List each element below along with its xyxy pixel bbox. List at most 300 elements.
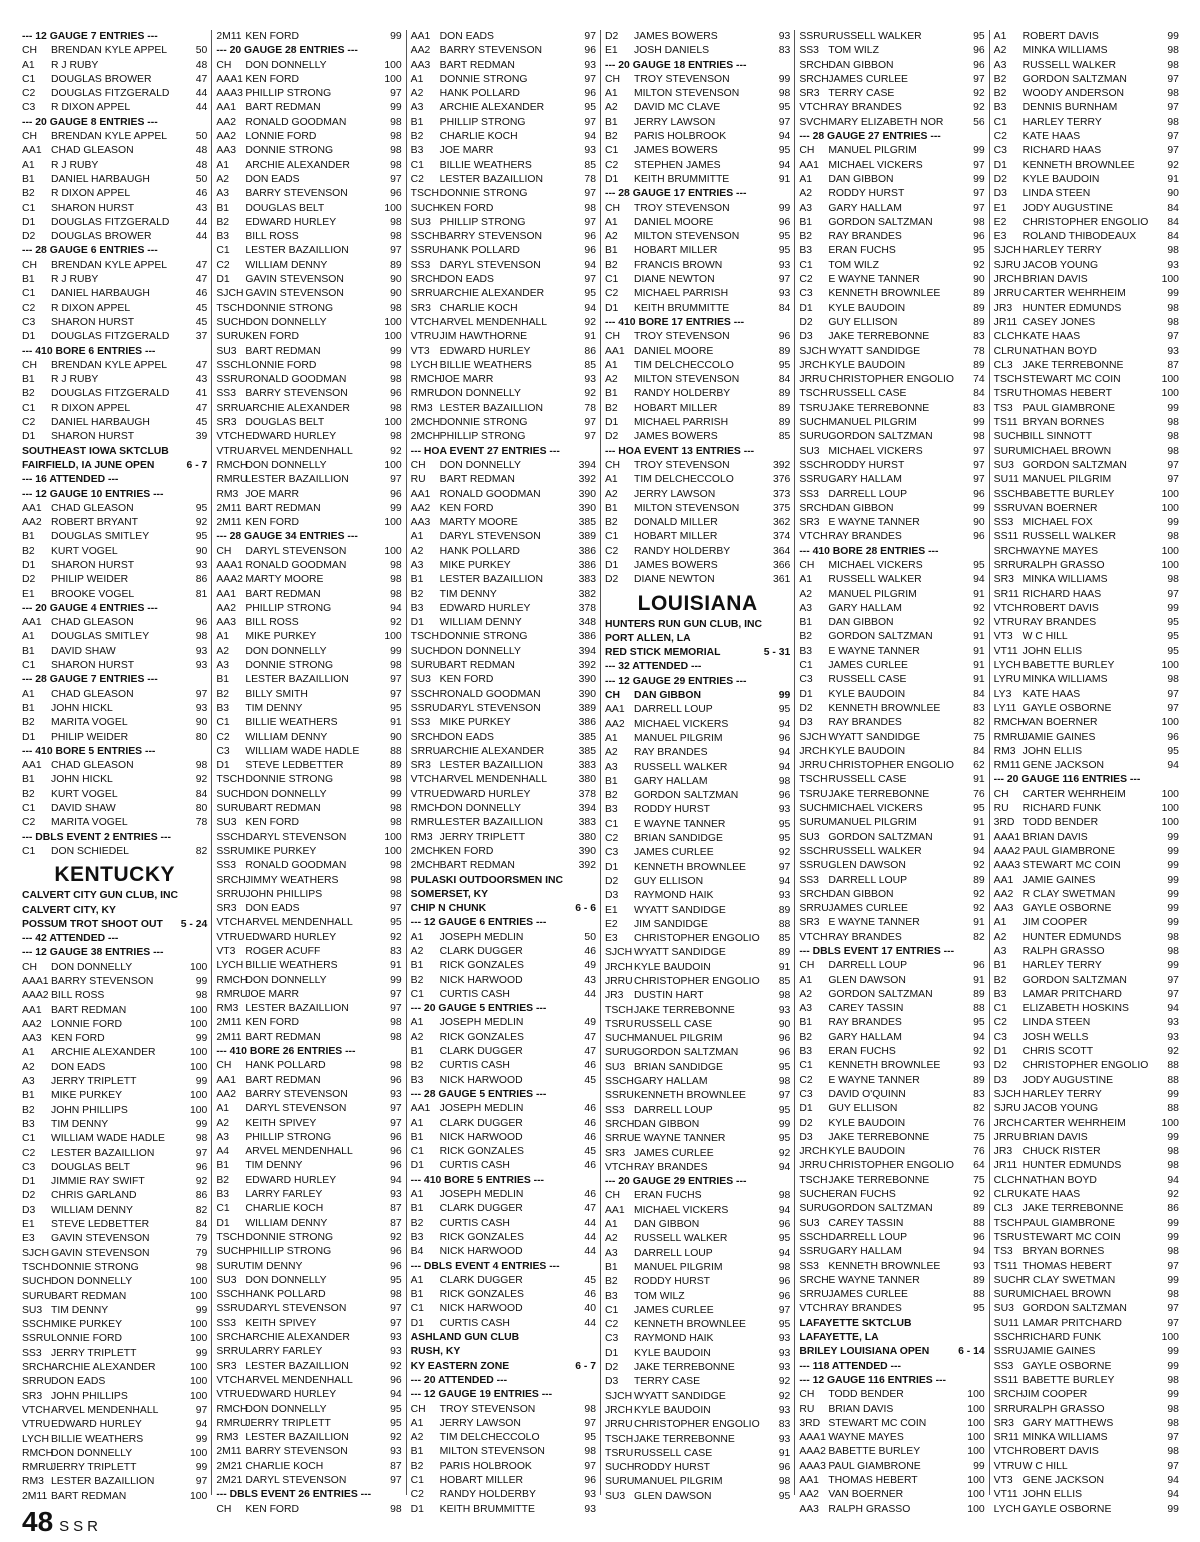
- shooter-name: DAN GIBBON: [828, 59, 894, 71]
- score: 99: [195, 1118, 208, 1130]
- score: 98: [195, 760, 208, 772]
- score: 95: [973, 245, 985, 257]
- score: 97: [390, 1003, 402, 1015]
- score: 97: [1167, 1432, 1179, 1444]
- shooter-name: KEN FORD: [245, 517, 300, 529]
- shooter-name: CLARK DUGGER: [439, 1117, 523, 1129]
- result-row: [799, 345, 984, 359]
- class-code: TSRU: [799, 788, 828, 800]
- result-row: [994, 330, 1179, 344]
- score: 99: [778, 1118, 791, 1130]
- shooter-name: JOHN ELLIS: [1022, 645, 1083, 657]
- shooter-name: MICHAEL BROWN: [1022, 445, 1112, 457]
- class-code: SSCH: [410, 688, 440, 700]
- class-code: SURU: [799, 1203, 829, 1215]
- shooter-name: DAN GIBBON: [633, 1219, 700, 1231]
- class-code: C2: [216, 731, 230, 743]
- result-row: [994, 516, 1179, 530]
- result-row: [22, 573, 207, 587]
- shooter-name: KATE HAAS: [1022, 131, 1081, 143]
- shooter-name: TROY STEVENSON: [633, 459, 730, 471]
- score: 48: [195, 145, 208, 157]
- class-code: C1: [22, 660, 36, 672]
- shooter-name: EDWARD HURLEY: [439, 602, 531, 614]
- shooter-name: RANDY HOLDERBY: [633, 545, 731, 557]
- result-row: [799, 831, 984, 845]
- score: 93: [778, 31, 791, 42]
- score: 385: [578, 517, 596, 529]
- score: 91: [584, 331, 596, 343]
- class-code: A1: [993, 31, 1007, 42]
- score: 98: [1167, 417, 1179, 429]
- shooter-name: KENNETH BROWNLEE: [828, 702, 941, 714]
- club-info: ASHLAND GUN CLUB: [410, 1332, 520, 1344]
- class-code: SRCH: [410, 274, 441, 286]
- class-code: SRCH: [799, 502, 829, 514]
- result-row: [22, 816, 207, 830]
- score: 83: [973, 331, 985, 343]
- class-code: D3: [993, 188, 1007, 200]
- score: 99: [195, 1304, 208, 1316]
- score: 100: [1161, 803, 1179, 815]
- shooter-name: BART REDMAN: [439, 474, 515, 486]
- score: 46: [584, 1289, 596, 1301]
- score: 99: [1167, 917, 1179, 929]
- class-code: SUCH: [216, 1246, 246, 1258]
- result-row: [22, 302, 207, 316]
- shooter-name: PHILLIP STRONG: [439, 216, 526, 228]
- result-row: [994, 1117, 1179, 1131]
- result-row: [22, 759, 207, 773]
- score: 95: [1167, 617, 1179, 629]
- score: 84: [1167, 216, 1179, 228]
- shooter-name: JAKE TERREBONNE: [828, 331, 930, 343]
- class-code: B1: [799, 617, 813, 629]
- result-row: [22, 773, 207, 787]
- shooter-name: DANIEL MOORE: [633, 345, 714, 357]
- result-row: [994, 931, 1179, 945]
- result-row: [605, 789, 790, 803]
- score: 392: [772, 459, 791, 471]
- result-row: [22, 1461, 207, 1475]
- shooter-name: ARCHIE ALEXANDER: [439, 288, 545, 300]
- shooter-name: GARY HALLAM: [828, 602, 902, 614]
- class-code: SRRU: [799, 1289, 829, 1301]
- class-code: C2: [604, 159, 619, 171]
- result-row: [799, 373, 984, 387]
- class-code: JRCH: [993, 274, 1022, 286]
- score: 364: [772, 545, 791, 557]
- shooter-name: BRIAN DAVIS: [828, 1403, 894, 1415]
- shooter-name: BILLIE WEATHERS: [439, 359, 532, 371]
- class-code: B2: [799, 1031, 813, 1043]
- class-code: CH: [216, 1503, 232, 1515]
- result-row: [605, 1018, 790, 1032]
- score: 375: [772, 502, 791, 514]
- score: 44: [195, 216, 208, 228]
- class-code: SUCH: [410, 202, 441, 214]
- result-row: [994, 287, 1179, 301]
- class-code: SURU: [216, 1260, 246, 1272]
- result-row: [216, 1031, 401, 1045]
- class-code: SSRU: [216, 1303, 246, 1315]
- class-code: JRCH: [799, 745, 828, 757]
- result-row: [994, 316, 1179, 330]
- result-row: [216, 216, 401, 230]
- score: 96: [390, 188, 402, 200]
- class-code: B3: [410, 1231, 424, 1243]
- score: 96: [390, 1260, 402, 1272]
- shooter-name: JAKE TERREBONNE: [633, 1362, 735, 1374]
- shooter-name: KENNETH BROWNLEE: [633, 1319, 746, 1331]
- event-header: --- 12 GAUGE 116 ENTRIES ---: [799, 1374, 946, 1386]
- result-row: [216, 1388, 401, 1402]
- score: 47: [584, 1203, 596, 1215]
- score: 97: [1167, 588, 1179, 600]
- class-code: B2: [993, 73, 1007, 85]
- class-code: SRCH: [22, 1362, 52, 1374]
- class-code: RM3: [993, 745, 1016, 757]
- event-header: --- 28 GAUGE 27 ENTRIES ---: [799, 131, 941, 143]
- score: 100: [189, 961, 208, 973]
- class-code: CH: [799, 145, 815, 157]
- score: 97: [1167, 974, 1179, 986]
- score: 383: [578, 817, 596, 829]
- shoot-name: POSSUM TROT SHOOT OUT: [22, 918, 163, 930]
- result-row: [994, 144, 1179, 158]
- score: 93: [973, 1060, 985, 1072]
- class-code: B3: [604, 804, 618, 816]
- class-code: A1: [410, 1417, 424, 1429]
- result-row: [216, 459, 401, 473]
- score: 390: [578, 502, 596, 514]
- class-code: SSRU: [799, 1246, 829, 1258]
- result-row: [216, 902, 401, 916]
- result-row: [994, 373, 1179, 387]
- shooter-name: NATHAN BOYD: [1022, 1174, 1097, 1186]
- shooter-name: JODY AUGUSTINE: [1022, 1074, 1114, 1086]
- result-row: [994, 530, 1179, 544]
- result-row: [799, 1059, 984, 1073]
- result-row: [605, 1261, 790, 1275]
- shooter-name: KEITH BRUMMITTE: [633, 302, 730, 314]
- score: 91: [390, 960, 402, 972]
- result-row: [411, 130, 596, 144]
- class-code: CH: [216, 1060, 232, 1072]
- shooter-name: TROY STEVENSON: [633, 73, 730, 85]
- class-code: AA1: [216, 1074, 236, 1086]
- class-code: A2: [604, 747, 618, 759]
- score: 90: [390, 274, 402, 286]
- result-row: [799, 1460, 984, 1474]
- event-header: --- 12 GAUGE 19 ENTRIES ---: [410, 1389, 553, 1401]
- shooter-name: E WAYNE TANNER: [828, 645, 920, 657]
- shooter-name: R DIXON APPEL: [51, 188, 131, 200]
- result-row: [411, 931, 596, 945]
- result-row: [799, 602, 984, 616]
- shooter-name: BART REDMAN: [245, 1031, 321, 1043]
- class-code: A3: [604, 761, 618, 773]
- class-code: AA1: [410, 488, 431, 500]
- class-code: SSRU: [799, 31, 829, 42]
- score: 84: [778, 302, 791, 314]
- shooter-name: DON DONNELLY: [439, 388, 521, 400]
- shooter-name: MILTON STEVENSON: [633, 374, 740, 386]
- shooter-name: LAMAR PRITCHARD: [1022, 1317, 1122, 1329]
- class-code: D2: [799, 1117, 813, 1129]
- result-row: [994, 916, 1179, 930]
- result-row: [605, 330, 790, 344]
- score: 95: [778, 704, 791, 716]
- shoot-date: 6 - 14: [958, 1346, 985, 1358]
- shooter-name: KEN FORD: [245, 73, 300, 85]
- class-code: SUCH: [22, 1276, 52, 1288]
- result-row: [216, 1288, 401, 1302]
- score: 96: [778, 331, 791, 343]
- score: 62: [973, 760, 985, 772]
- shoot-date: 6 - 7: [186, 459, 208, 471]
- result-row: [994, 1360, 1179, 1374]
- result-row: [994, 1403, 1179, 1417]
- class-code: SRRU: [410, 288, 441, 300]
- event-header: --- HOA EVENT 13 ENTRIES ---: [604, 445, 755, 457]
- shooter-name: MICHAEL PARRISH: [633, 417, 729, 429]
- result-row: [605, 173, 790, 187]
- score: 96: [584, 231, 596, 243]
- result-row: [799, 716, 984, 730]
- shooter-name: DONNIE STRONG: [245, 1231, 334, 1243]
- class-code: CLCH: [993, 331, 1022, 343]
- score: 45: [584, 1074, 596, 1086]
- class-code: B1: [410, 960, 424, 972]
- class-code: SU3: [993, 459, 1014, 471]
- score: 98: [390, 588, 402, 600]
- shooter-name: BART REDMAN: [439, 660, 515, 672]
- shooter-name: ARCHIE ALEXANDER: [439, 745, 545, 757]
- class-code: SRCH: [799, 59, 829, 71]
- shooter-name: R DIXON APPEL: [51, 102, 131, 114]
- class-code: SSRU: [216, 374, 246, 386]
- score: 97: [778, 861, 791, 873]
- shooter-name: LESTER BAZAILLION: [51, 1476, 155, 1488]
- score: 75: [973, 731, 985, 743]
- class-code: TSCH: [22, 1261, 51, 1273]
- shooter-name: RUSSELL CASE: [828, 774, 907, 786]
- result-row: [605, 430, 790, 444]
- shooter-name: GORDON SALTZMAN: [828, 1203, 933, 1215]
- shoot-title: [605, 646, 790, 660]
- result-row: [216, 1131, 401, 1145]
- class-code: D3: [799, 1131, 813, 1143]
- class-code: C3: [216, 745, 230, 757]
- result-row: [22, 616, 207, 630]
- class-code: SJRU: [993, 259, 1021, 271]
- score: 94: [584, 259, 596, 271]
- class-code: SURU: [799, 431, 829, 443]
- shooter-name: MIKE PURKEY: [439, 559, 511, 571]
- score: 89: [778, 904, 791, 916]
- shooter-name: WAYNE MAYES: [1022, 545, 1099, 557]
- result-row: [994, 1288, 1179, 1302]
- result-row: [994, 1145, 1179, 1159]
- score: 98: [778, 775, 791, 787]
- class-code: JRRU: [993, 1131, 1022, 1143]
- result-row: [799, 1417, 984, 1431]
- shooter-name: CAREY TASSIN: [828, 1217, 904, 1229]
- score: 92: [778, 1147, 791, 1159]
- result-row: [411, 459, 596, 473]
- shooter-name: BARRY STEVENSON: [245, 388, 348, 400]
- shooter-name: GAVIN STEVENSON: [245, 274, 344, 286]
- shooter-name: DOUGLAS BELT: [245, 202, 325, 214]
- result-row: [605, 889, 790, 903]
- result-row: [994, 1245, 1179, 1259]
- class-code: VT11: [993, 1489, 1018, 1501]
- class-code: A2: [216, 1117, 230, 1129]
- result-row: [605, 1490, 790, 1504]
- result-row: [994, 73, 1179, 87]
- shooter-name: RUSSELL CASE: [633, 1447, 713, 1459]
- results-column: [601, 30, 795, 1502]
- score: 97: [584, 188, 596, 200]
- result-row: [799, 1145, 984, 1159]
- score: 94: [584, 131, 596, 143]
- score: 100: [384, 73, 402, 85]
- score: 81: [195, 588, 208, 600]
- result-row: [411, 1488, 596, 1502]
- class-code: AA1: [604, 1204, 625, 1216]
- score: 100: [967, 1417, 985, 1429]
- class-code: SSRU: [993, 502, 1023, 514]
- class-code: AA2: [216, 1088, 236, 1100]
- shooter-name: E WAYNE TANNER: [828, 1274, 920, 1286]
- shooter-name: JIM COOPER: [1022, 917, 1088, 929]
- result-row: [994, 87, 1179, 101]
- score: 92: [390, 1360, 402, 1372]
- class-code: SUCH: [216, 788, 246, 800]
- result-row: [605, 1390, 790, 1404]
- state-heading: KENTUCKY: [54, 863, 175, 887]
- result-row: [22, 1232, 207, 1246]
- class-code: SSCH: [216, 831, 246, 843]
- result-row: [22, 173, 207, 187]
- result-row: [22, 788, 207, 802]
- shooter-name: JAMES BOWERS: [633, 145, 718, 157]
- score: 100: [967, 1432, 985, 1444]
- class-code: VT3: [410, 345, 430, 357]
- score: 386: [578, 559, 596, 571]
- shooter-name: RAYMOND HAIK: [633, 1333, 714, 1345]
- result-row: [216, 831, 401, 845]
- class-code: AA1: [604, 345, 625, 357]
- result-row: [799, 859, 984, 873]
- score: 95: [1167, 645, 1179, 657]
- event-header: --- 20 GAUGE 8 ENTRIES ---: [22, 116, 158, 128]
- result-row: [216, 244, 401, 258]
- result-row: [994, 1374, 1179, 1388]
- shooter-name: JAKE TERREBONNE: [828, 1131, 930, 1143]
- class-code: B2: [216, 216, 230, 228]
- score: 100: [1161, 660, 1179, 672]
- class-code: VTCH: [216, 917, 245, 929]
- score: 99: [195, 1347, 208, 1359]
- shooter-name: NICK HARWOOD: [439, 974, 523, 986]
- score: 90: [973, 274, 985, 286]
- shooter-name: HUNTER EDMUNDS: [1022, 1160, 1122, 1172]
- score: 97: [390, 988, 402, 1000]
- shooter-name: DON EADS: [245, 173, 300, 185]
- class-code: TSRU: [604, 1018, 634, 1030]
- shooter-name: BARRY STEVENSON: [245, 1446, 348, 1458]
- class-code: SRCH: [216, 1332, 246, 1344]
- class-code: SSCH: [799, 845, 829, 857]
- shooter-name: STEWART MC COIN: [1022, 1231, 1121, 1243]
- result-row: [22, 1361, 207, 1375]
- score: 98: [390, 116, 402, 128]
- result-row: [994, 202, 1179, 216]
- class-code: AA1: [22, 1004, 42, 1016]
- result-row: [994, 845, 1179, 859]
- score: 91: [973, 817, 985, 829]
- result-row: [994, 359, 1179, 373]
- shooter-name: JACOB YOUNG: [1022, 259, 1099, 271]
- shooter-name: MIKE PURKEY: [51, 1090, 123, 1102]
- result-row: [994, 1445, 1179, 1459]
- class-code: SSRU: [410, 702, 440, 714]
- result-row: [22, 130, 207, 144]
- score: 95: [584, 1432, 596, 1444]
- class-code: 2MCH: [410, 845, 441, 857]
- shooter-name: MANUEL PILGRIM: [1022, 474, 1112, 486]
- class-code: CH: [22, 359, 38, 371]
- score: 91: [973, 631, 985, 643]
- result-row: [605, 918, 790, 932]
- class-code: SSCH: [216, 359, 246, 371]
- score: 100: [1161, 1117, 1179, 1129]
- class-code: SU3: [22, 1304, 43, 1316]
- class-code: VTCH: [993, 1446, 1022, 1458]
- result-row: [216, 1159, 401, 1173]
- result-row: [22, 287, 207, 301]
- score: 90: [778, 1018, 791, 1030]
- result-row: [411, 831, 596, 845]
- result-row: [994, 1231, 1179, 1245]
- score: 98: [778, 1476, 791, 1488]
- result-row: [994, 1503, 1179, 1517]
- class-code: A3: [993, 946, 1007, 957]
- score: 95: [973, 803, 985, 815]
- class-code: VTRU: [993, 1460, 1022, 1472]
- score: 99: [973, 173, 985, 185]
- result-row: [994, 416, 1179, 430]
- class-code: SU3: [216, 817, 237, 829]
- class-code: B2: [410, 1217, 424, 1229]
- score: 93: [1167, 1017, 1179, 1029]
- score: 95: [973, 559, 985, 571]
- class-code: E1: [604, 904, 618, 916]
- result-row: [605, 975, 790, 989]
- class-code: D1: [604, 417, 619, 429]
- result-row: [994, 259, 1179, 273]
- shooter-name: KENNETH BROWNLEE: [633, 861, 746, 873]
- result-row: [994, 974, 1179, 988]
- result-row: [994, 1102, 1179, 1116]
- score: 100: [1161, 788, 1179, 800]
- result-row: [994, 1417, 1179, 1431]
- score: 87: [1167, 359, 1179, 371]
- class-code: JRCH: [993, 1117, 1022, 1129]
- class-code: AAA1: [216, 73, 243, 85]
